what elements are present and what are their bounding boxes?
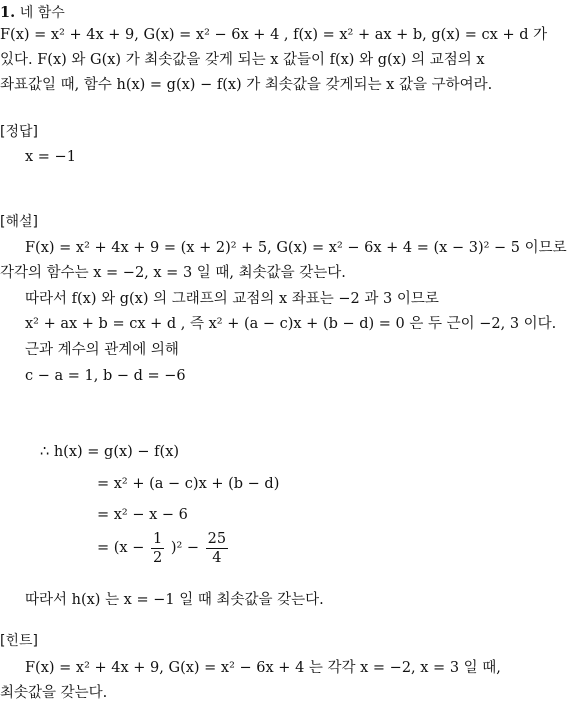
problem-number: 1. xyxy=(0,4,16,21)
derivation-step-2: = x² + (a − c)x + (b − d) xyxy=(97,476,280,492)
solution-line-5: 근과 계수의 관계에 의해 xyxy=(25,342,179,358)
solution-label: [해설] xyxy=(0,214,38,230)
solution-line-1: F(x) = x² + 4x + 9 = (x + 2)² + 5, G(x) = x² − 6x + 4 = (x − 3)² − 5 이므로 xyxy=(25,240,567,256)
derivation-step-1: ∴ h(x) = g(x) − f(x) xyxy=(40,444,180,460)
fraction-one-half xyxy=(151,530,164,567)
solution-line-6: c − a = 1, b − d = −6 xyxy=(25,368,186,384)
answer-value: x = −1 xyxy=(25,149,76,165)
problem-intro: 네 함수 xyxy=(19,5,65,21)
problem-line-2: F(x) = x² + 4x + 9, G(x) = x² − 6x + 4 , f(x) = x² + ax + b, g(x) = cx + d 가 xyxy=(0,27,548,43)
fraction-denominator: 2 xyxy=(152,549,163,566)
solution-line-4: x² + ax + b = cx + d , 즉 x² + (a − c)x + (b − d) = 0 은 두 근이 −2, 3 이다. xyxy=(25,316,557,332)
step-4-middle: )² − xyxy=(170,540,200,556)
hint-label: [힌트] xyxy=(0,633,38,649)
problem-line-4: 좌표값일 때, 함수 h(x) = g(x) − f(x) 가 최솟값을 갖게되는 x 값을 구하여라. xyxy=(0,77,493,93)
solution-conclusion: 따라서 h(x) 는 x = −1 일 때 최솟값을 갖는다. xyxy=(25,592,324,608)
solution-line-3: 따라서 f(x) 와 g(x) 의 그래프의 교점의 x 좌표는 −2 과 3 이므로 xyxy=(25,291,439,307)
hint-line-1: F(x) = x² + 4x + 9, G(x) = x² − 6x + 4 는 각각 x = −2, x = 3 일 때, xyxy=(25,660,501,676)
solution-line-2: 각각의 함수는 x = −2, x = 3 일 때, 최솟값을 갖는다. xyxy=(0,265,346,281)
derivation-step-3: = x² − x − 6 xyxy=(97,507,188,523)
fraction-denominator: 4 xyxy=(212,549,222,566)
fraction-numerator: 1 xyxy=(152,530,163,547)
answer-label: [정답] xyxy=(0,124,38,140)
fraction-twentyfive-fourths xyxy=(206,530,228,567)
problem-header xyxy=(0,2,573,24)
derivation-step-4 xyxy=(97,526,573,570)
fraction-numerator: 25 xyxy=(207,530,227,547)
step-4-prefix: = (x − xyxy=(97,540,145,556)
hint-line-2: 최솟값을 갖는다. xyxy=(0,685,108,701)
problem-line-3: 있다. F(x) 와 G(x) 가 최솟값을 갖게 되는 x 값들이 f(x) 와 g(x) 의 교점의 x xyxy=(0,52,485,68)
